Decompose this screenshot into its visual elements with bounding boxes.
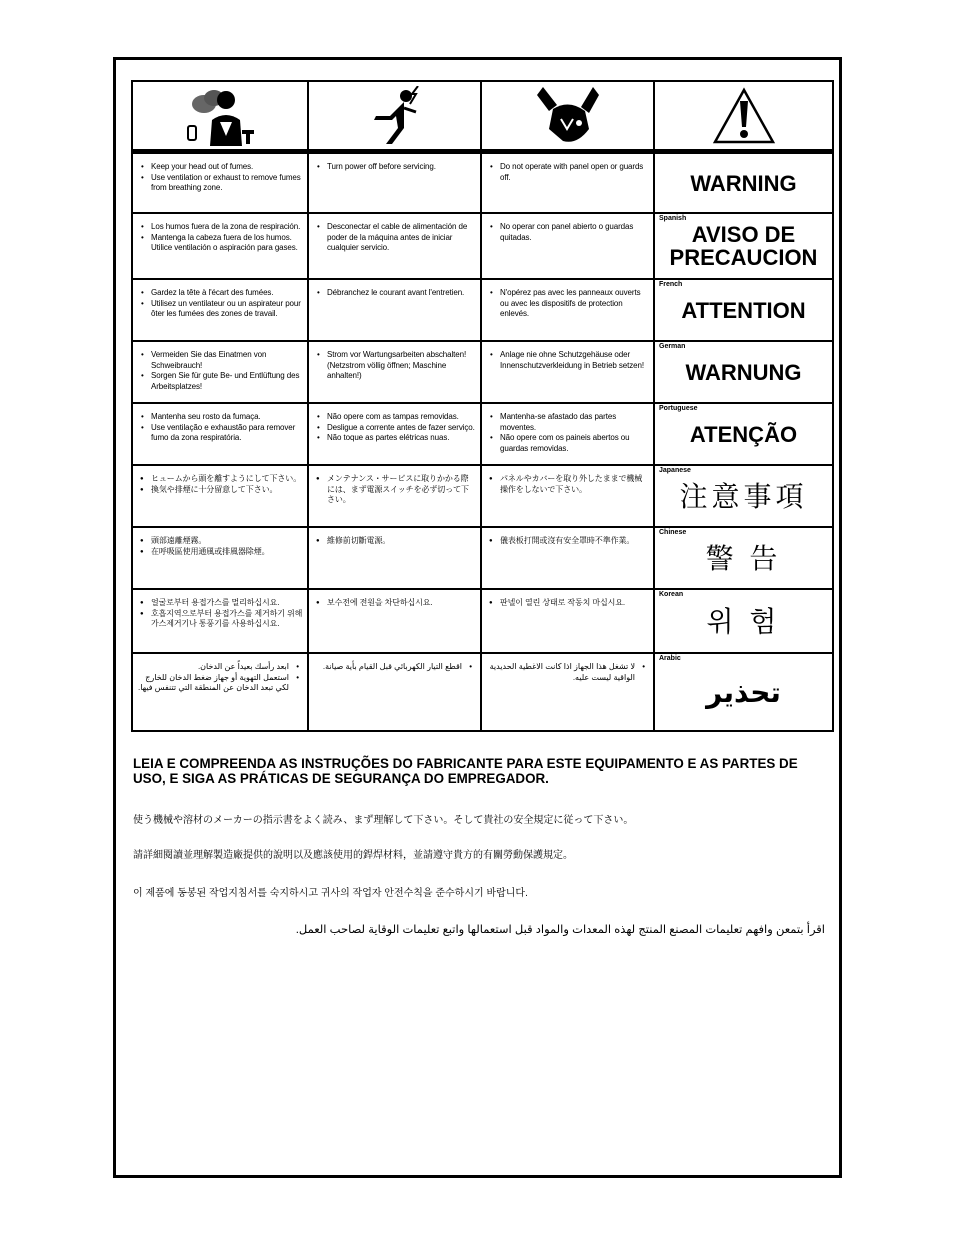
list-item: • Mantenha-se afastado das partes moventes.	[488, 412, 649, 433]
list-item: ● 판넬이 열린 상태로 작동치 마십시요.	[488, 598, 649, 609]
table-row	[132, 152, 833, 214]
list-item: • Turn power off before servicing.	[315, 162, 476, 173]
table-row	[132, 653, 833, 731]
list-item: • Desligue a corrente antes de fazer serviço.	[315, 423, 476, 434]
list-item: • Do not operate with panel open or guards off.	[488, 162, 649, 183]
table-row	[132, 403, 833, 465]
warning-word: تحذير	[706, 676, 781, 708]
language-label: Spanish	[659, 215, 687, 222]
fumes-hazard-icon	[180, 86, 260, 146]
table-row	[132, 341, 833, 403]
list-item: ● メンテナンス・サービスに取りかかる際には、まず電源スイッチを必ず切って下さい。	[315, 474, 476, 506]
table-row	[132, 213, 833, 279]
language-label: Japanese	[659, 467, 691, 474]
instruction-note-arabic: اقرأ بتمعن وافهم تعليمات المصنع المنتج لهذه المعدات والمواد قبل استعمالها واتبع تعليمات الوقاية لصاحب العمل.	[295, 924, 825, 936]
language-label: German	[659, 343, 686, 350]
language-label: Portuguese	[659, 405, 698, 412]
list-item: • Use ventilação e exhaustão para remover fumo da zona respiratória.	[139, 423, 303, 444]
list-item: ● 얼굴로부터 용접가스를 멀리하십시요.	[139, 598, 303, 609]
fumes-cell	[132, 81, 308, 152]
list-item: • لا تشغل هذا الجهاز اذا كانت الاغطية الحديدية الواقية ليست عليه.	[486, 662, 645, 683]
list-item: • اقطع التيار الكهربائي قبل القيام بأية صيانة.	[313, 662, 472, 673]
warning-triangle-cell	[654, 81, 833, 152]
warning-word: 注意事項	[679, 480, 808, 512]
list-item: • Desconectar el cable de alimentación de poder de la máquina antes de iniciar cualquier servicio.	[315, 222, 476, 254]
list-item: • Anlage nie ohne Schutzgehäuse oder Innenschutzverkleidung in Betrieb setzen!	[488, 350, 649, 371]
list-item: • Vermeiden Sie das Einatmen von Schweibrauch!	[139, 350, 303, 371]
instruction-note-portuguese: LEIA E COMPREENDA AS INSTRUÇÕES DO FABRICANTE PARA ESTE EQUIPAMENTO E AS PARTES DE USO, E SIGA AS PRÁTICAS DE SEGURANÇA DO EMPREGADOR.	[133, 756, 798, 786]
list-item: • Gardez la tête à l'écart des fumées.	[139, 288, 303, 299]
list-item: • Não toque as partes elétricas nuas.	[315, 433, 476, 444]
list-item: • Strom vor Wartungsarbeiten abschalten! (Netzstrom völlig öffnen; Maschine anhalten!)	[315, 350, 476, 382]
list-item: • Débranchez le courant avant l'entretien.	[315, 288, 476, 299]
list-item: • Los humos fuera de la zona de respiración.	[139, 222, 303, 233]
warning-word: 警 告	[705, 542, 782, 574]
list-item: ● 儀表板打開或沒有安全罩時不準作業。	[488, 536, 649, 547]
table-row	[132, 279, 833, 341]
warning-word: WARNUNG	[685, 359, 802, 385]
language-label: Arabic	[659, 655, 681, 662]
list-item: ● パネルやカバーを取り外したままで機械操作をしないで下さい。	[488, 474, 649, 495]
list-item: • Não opere com os paineis abertos ou guardas removidas.	[488, 433, 649, 454]
list-item: • Use ventilation or exhaust to remove fumes from breathing zone.	[139, 173, 303, 194]
list-item: ● 在呼吸區使用通風或排風器除煙。	[139, 547, 303, 558]
electric-shock-icon	[360, 86, 430, 146]
warning-word: AVISO DE PRECAUCION	[669, 222, 818, 270]
list-item: • Keep your head out of fumes.	[139, 162, 303, 173]
table-row	[132, 465, 833, 527]
warning-word: ATTENTION	[681, 297, 806, 323]
warning-triangle-icon	[712, 87, 776, 145]
list-item: • استعمل التهوية أو جهاز ضغط الدخان للخارج لكي تبعد الدخان عن المنطقة التي تتنفس فيها.	[137, 673, 299, 694]
icon-row	[132, 81, 833, 152]
instruction-note-korean: 이 제품에 동봉된 작업지침서를 숙지하시고 귀사의 작업자 안전수칙을 준수하시기 바랍니다.	[133, 888, 528, 899]
list-item: ● 維修前切斷電源。	[315, 536, 476, 547]
language-label: Korean	[659, 591, 684, 598]
list-item: ● 보수전에 전원을 차단하십시요.	[315, 598, 476, 609]
table-row	[132, 527, 833, 589]
list-item: • Mantenha seu rosto da fumaça.	[139, 412, 303, 423]
moving-parts-cell	[481, 81, 654, 152]
list-item: ● 換気や排煙に十分留意して下さい。	[139, 485, 303, 496]
instruction-note-chinese: 請詳細閱讀並理解製造廠提供的說明以及應該使用的銲焊材料，並請遵守貴方的有關勞動保護規定。	[133, 850, 573, 861]
list-item: • ابعد رأسك بعيداً عن الدخان.	[137, 662, 299, 673]
table-row	[132, 589, 833, 653]
list-item: ● ヒュームから頭を離すようにして下さい。	[139, 474, 303, 485]
list-item: ● 호흡지역으로부터 용접가스를 제거하기 위해 가스제거기나 통풍기를 사용하십시요.	[139, 609, 303, 630]
warning-word: WARNING	[690, 170, 797, 196]
shock-cell	[308, 81, 481, 152]
list-item: • N'opérez pas avec les panneaux ouverts ou avec les dispositifs de protection enlevés.	[488, 288, 649, 320]
warning-table	[131, 80, 834, 732]
warning-word: ATENÇÃO	[689, 421, 798, 447]
list-item: • Sorgen Sie für gute Be- und Entlüftung des Arbeitsplatzes!	[139, 371, 303, 392]
list-item: • Não opere com as tampas removidas.	[315, 412, 476, 423]
list-item: • Mantenga la cabeza fuera de los humos. Utilice ventilación o aspiración para gases.	[139, 233, 303, 254]
list-item: • No operar con panel abierto o guardas quitadas.	[488, 222, 649, 243]
list-item: ● 頭部遠離煙霧。	[139, 536, 303, 547]
moving-parts-hazard-icon	[533, 85, 603, 147]
list-item: • Utilisez un ventilateur ou un aspirateur pour ôter les fumées des zones de travail.	[139, 299, 303, 320]
instruction-note-japanese: 使う機械や溶材のメーカーの指示書をよく読み、まず理解して下さい。そして貴社の安全規定に従って下さい。	[133, 815, 634, 826]
warning-word: 위 험	[706, 605, 781, 637]
language-label: Chinese	[659, 529, 687, 536]
language-label: French	[659, 281, 683, 288]
